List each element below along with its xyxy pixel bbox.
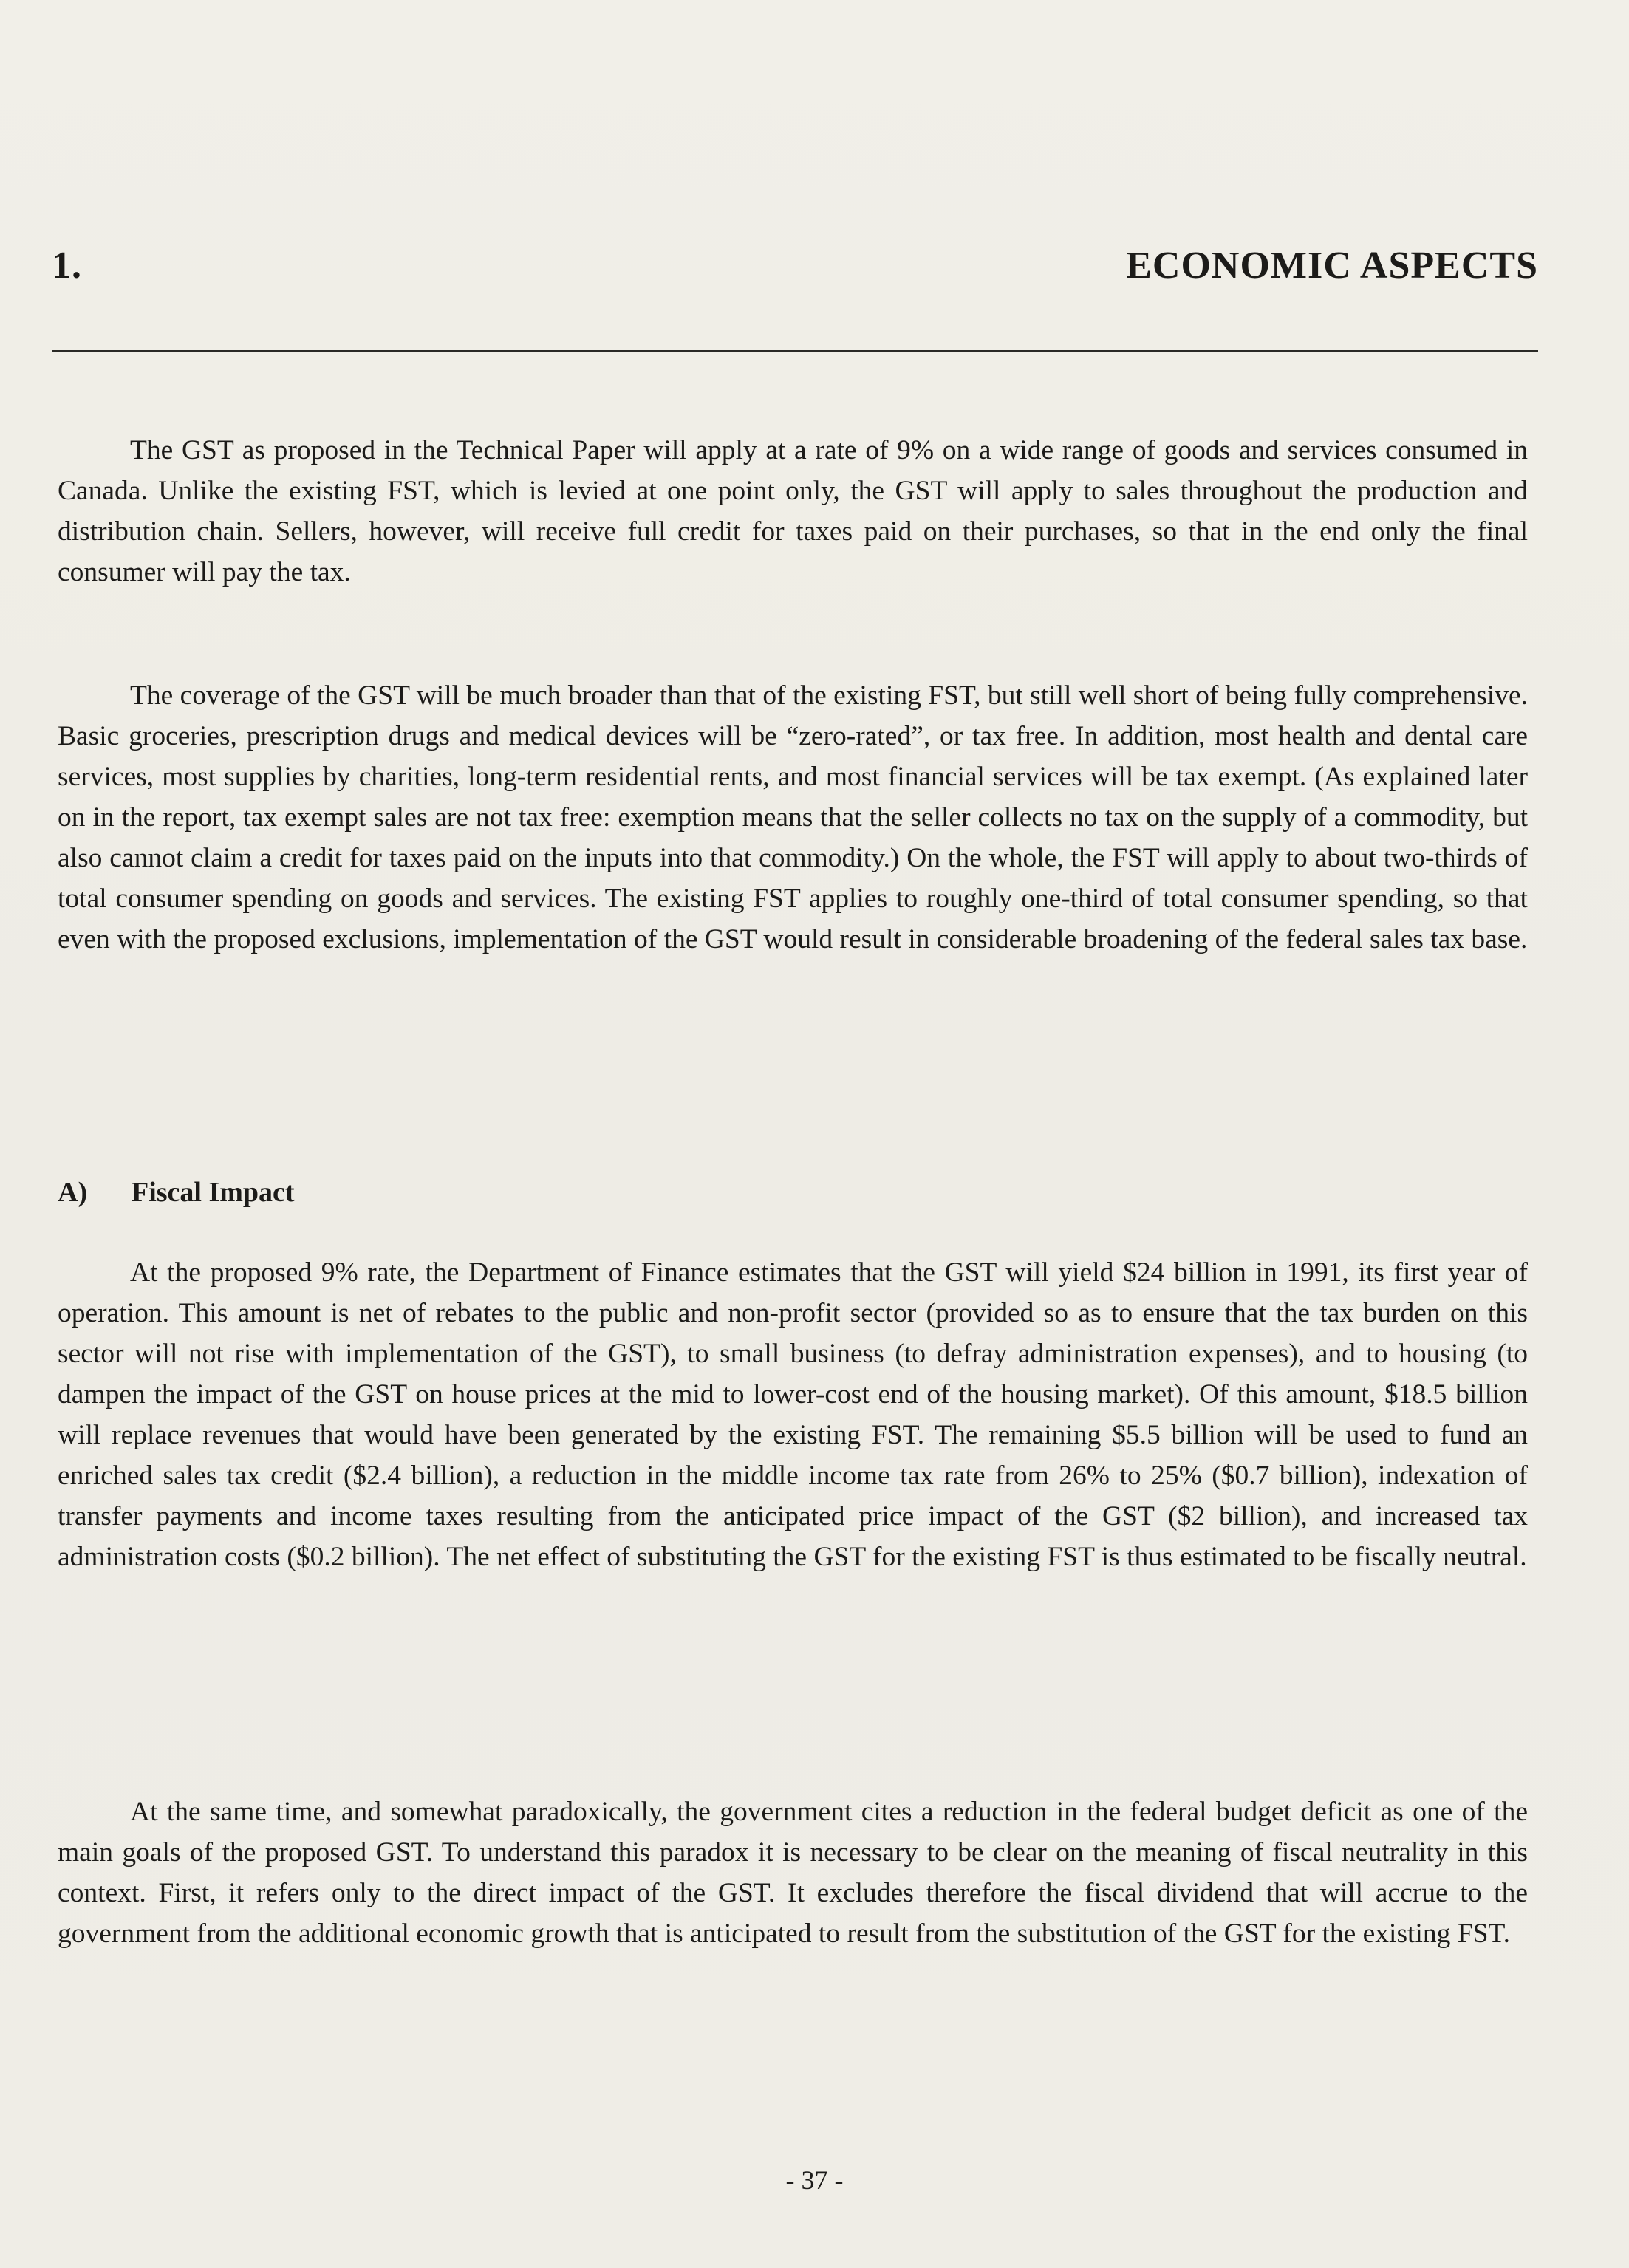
body-paragraph <box>58 1252 1528 1577</box>
paragraph-text: At the proposed 9% rate, the Department of Finance estimates that the GST will yield $24 billion in 1991, its first year of operation. This amount is net of rebates to the public and non-profit sector (provided so as to ensure that the tax burden on this sector will not rise with implementation of the GST), to small business (to defray administration expenses), and to housing (to dampen the impact of the GST on house prices at the mid to lower-cost end of the housing market). Of this amount, $18.5 billion will replace revenues that would have been generated by the existing FST. The remaining $5.5 billion will be used to fund an enriched sales tax credit ($2.4 billion), a reduction in the middle income tax rate from 26% to 25% ($0.7 billion), indexation of transfer payments and income taxes resulting from the anticipated price impact of the GST ($2 billion), and increased tax administration costs ($0.2 billion). The net effect of substituting the GST for the existing FST is thus estimated to be fiscally neutral. <box>58 1257 1528 1572</box>
section-label: A) <box>58 1177 88 1208</box>
body-paragraph <box>58 1791 1528 1954</box>
chapter-header <box>52 244 1538 309</box>
paragraph-text: The coverage of the GST will be much broader than that of the existing FST, but still well short of being fully comprehensive. Basic groceries, prescription drugs and medical devices will be “zero-rated”, or tax free. In addition, most health and dental care services, most supplies by charities, long-term residential rents, and most financial services will be tax exempt. (As explained later on in the report, tax exempt sales are not tax free: exemption means that the seller collects no tax on the supply of a commodity, but also cannot claim a credit for taxes paid on the inputs into that commodity.) On the whole, the FST will apply to about two-thirds of total consumer spending on goods and services. The existing FST applies to roughly one-third of total consumer spending, so that even with the proposed exclusions, implementation of the GST would result in considerable broadening of the federal sales tax base. <box>58 680 1528 954</box>
section-title: Fiscal Impact <box>132 1177 295 1208</box>
chapter-title: ECONOMIC ASPECTS <box>1126 245 1538 287</box>
paragraph-text: At the same time, and somewhat paradoxically, the government cites a reduction in the federal budget deficit as one of the main goals of the proposed GST. To understand this paradox it is necessary to be clear on the meaning of fiscal neutrality in this context. First, it refers only to the direct impact of the GST. It excludes therefore the fiscal dividend that will accrue to the government from the additional economic growth that is anticipated to result from the substitution of the GST for the existing FST. <box>58 1797 1528 1949</box>
page-number: - 37 - <box>785 2165 844 2195</box>
body-paragraph <box>58 430 1528 592</box>
paragraph-text: The GST as proposed in the Technical Paper will apply at a rate of 9% on a wide range of goods and services consumed in Canada. Unlike the existing FST, which is levied at one point only, the GST will apply to sales throughout the production and distribution chain. Sellers, however, will receive full credit for taxes paid on their purchases, so that in the end only the final consumer will pay the tax. <box>58 435 1528 587</box>
chapter-divider <box>52 350 1538 352</box>
section-heading <box>58 1176 295 1209</box>
body-paragraph <box>58 675 1528 960</box>
chapter-number: 1. <box>52 245 82 287</box>
